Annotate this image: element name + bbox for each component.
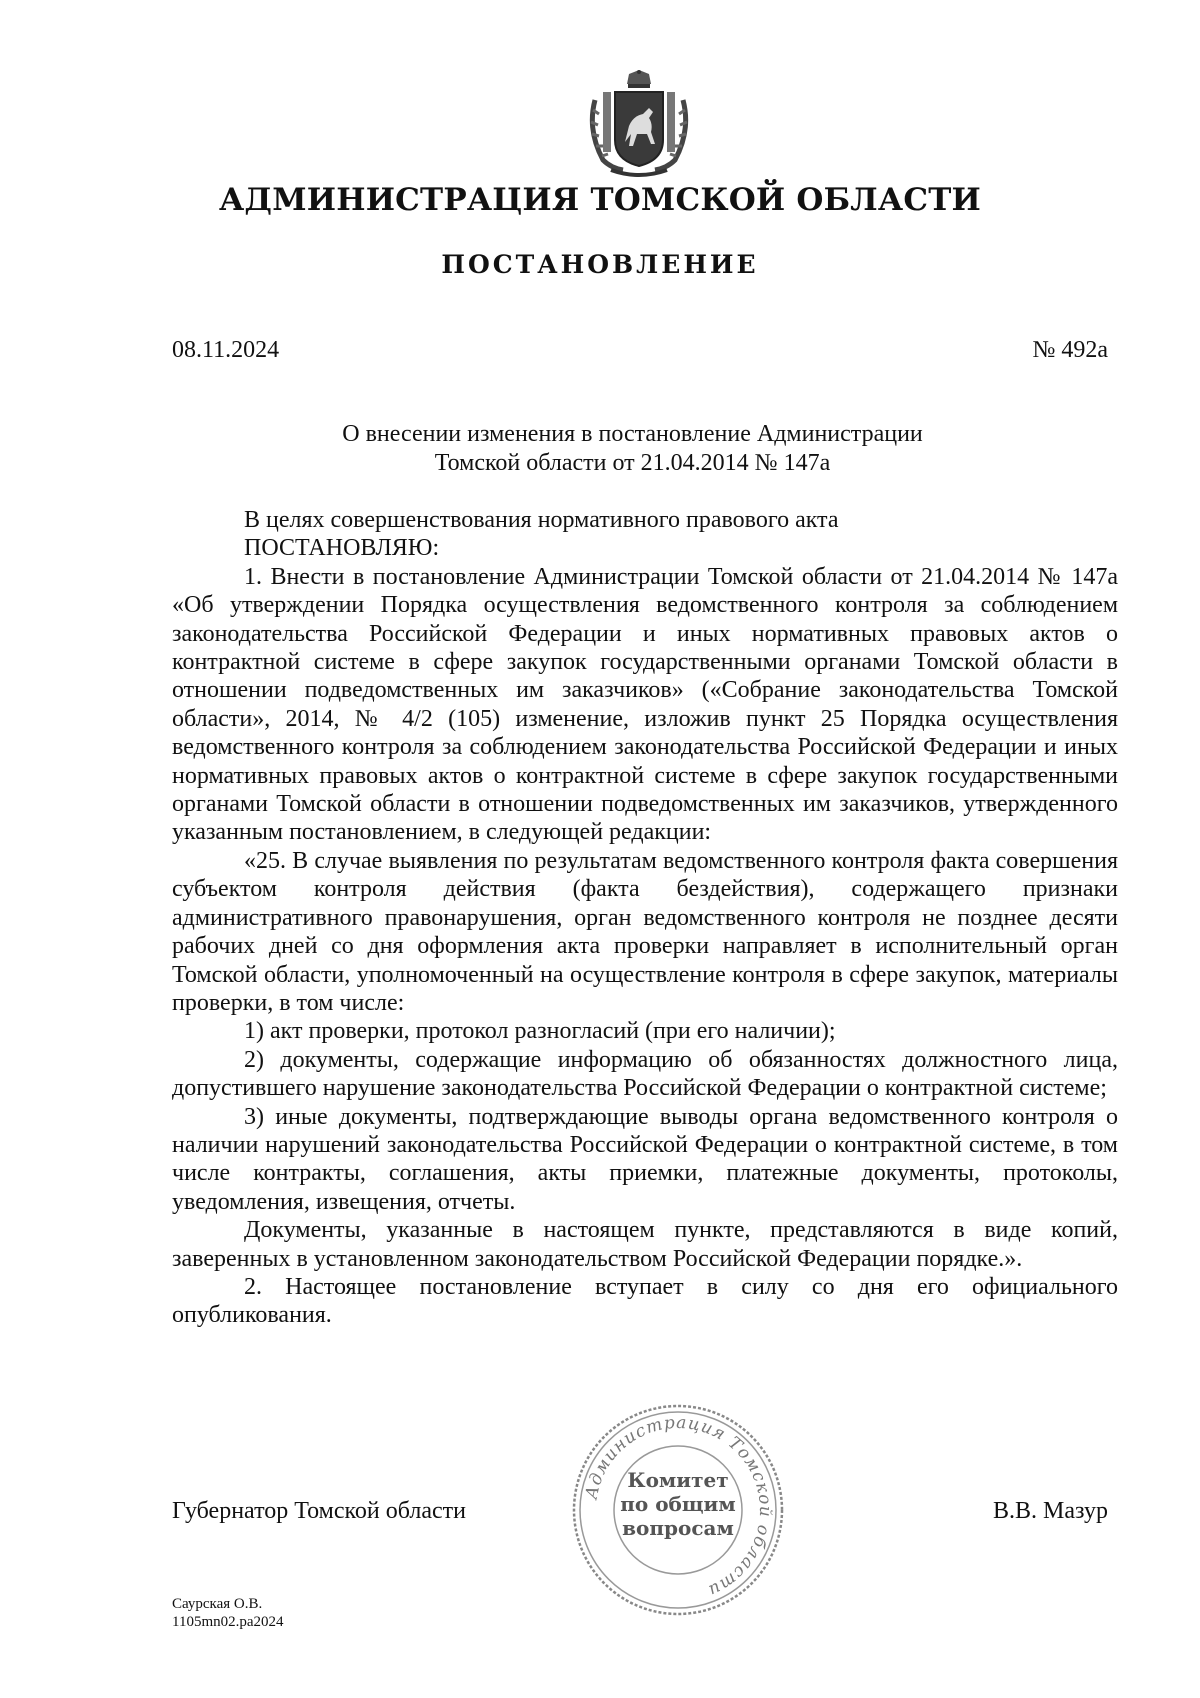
executor-name: Саурская О.В.	[172, 1596, 263, 1612]
document-type: ПОСТАНОВЛЕНИЕ	[441, 250, 759, 279]
paragraph-item-2: 2. Настоящее постановление вступает в силу со дня его официального опубликования.	[172, 1273, 1118, 1329]
signatory-position: Губернатор Томской области	[172, 1498, 466, 1524]
subject-line: О внесении изменения в постановление Администрации	[342, 421, 923, 447]
document-number: № 492а	[1032, 337, 1108, 363]
document-date: 08.11.2024	[172, 337, 280, 363]
preamble: В целях совершенствования нормативного правового акта	[244, 507, 839, 533]
subject-line: Томской области от 21.04.2014 № 147а	[434, 450, 831, 476]
stamp-center-text	[568, 1468, 788, 1540]
executor-block	[172, 1595, 284, 1631]
paragraph-documents: Документы, указанные в настоящем пункте, представляются в виде копий, заверенных в установленном законодательством Российской Федерации порядке.».	[172, 1217, 1118, 1272]
tomsk-coat-of-arms-icon	[583, 70, 695, 180]
signatory-name: В.В. Мазур	[993, 1498, 1108, 1524]
paragraph-subitem-3: 3) иные документы, подтверждающие выводы органа ведомственного контроля о наличии нарушений законодательства Российской Федерации о контрактной системе, в том числе контракты, соглашения, акты приемки, платежные документы, протоколы, уведомления, извещения, отчеты.	[172, 1103, 1118, 1215]
stamp-ring-text: Администрация Томской области	[581, 1412, 776, 1601]
document-body	[172, 506, 1118, 1330]
document-subject	[160, 420, 1105, 478]
stamp-line: по общим	[620, 1492, 736, 1516]
paragraph-clause-25: «25. В случае выявления по результатам ведомственного контроля факта совершения субъектом контроля действия (факта бездействия), содержащего признаки административного правонарушения, орган ведомственного контроля не позднее десяти рабочих дней со дня оформления акта проверки направляет в исполнительный орган Томской области, уполномоченный на осуществление контроля в сфере закупок, материалы проверки, в том числе:	[172, 847, 1118, 1016]
paragraph-item-1: 1. Внести в постановление Администрации Томской области от 21.04.2014 № 147а «Об утверждении Порядка осуществления ведомственного контроля за соблюдением законодательства Российской Федерации и иных нормативных правовых актов о контрактной системе в сфере закупок государственными органами Томской области в отношении подведомственных им заказчиков» («Собрание законодательства Томской области», 2014, № 4/2 (105) изменение, изложив пункт 25 Порядка осуществления ведомственного контроля за соблюдением законодательства Российской Федерации и иных нормативных правовых актов о контрактной системе в сфере закупок государственными органами Томской области в отношении подведомственных им заказчиков, утвержденного указанным постановлением, в следующей редакции:	[172, 563, 1118, 846]
stamp-line: вопросам	[622, 1516, 734, 1540]
paragraph-subitem-2: 2) документы, содержащие информацию об обязанностях должностного лица, допустившего нарушение законодательства Российской Федерации о контрактной системе;	[172, 1046, 1118, 1102]
stamp-line: Комитет	[627, 1468, 729, 1492]
organization-title: АДМИНИСТРАЦИЯ ТОМСКОЙ ОБЛАСТИ	[218, 182, 981, 218]
resolve-word: ПОСТАНОВЛЯЮ:	[244, 535, 440, 562]
paragraph-subitem-1: 1) акт проверки, протокол разногласий (при его наличии);	[244, 1018, 836, 1045]
executor-code: 1105mn02.pa2024	[172, 1614, 284, 1630]
